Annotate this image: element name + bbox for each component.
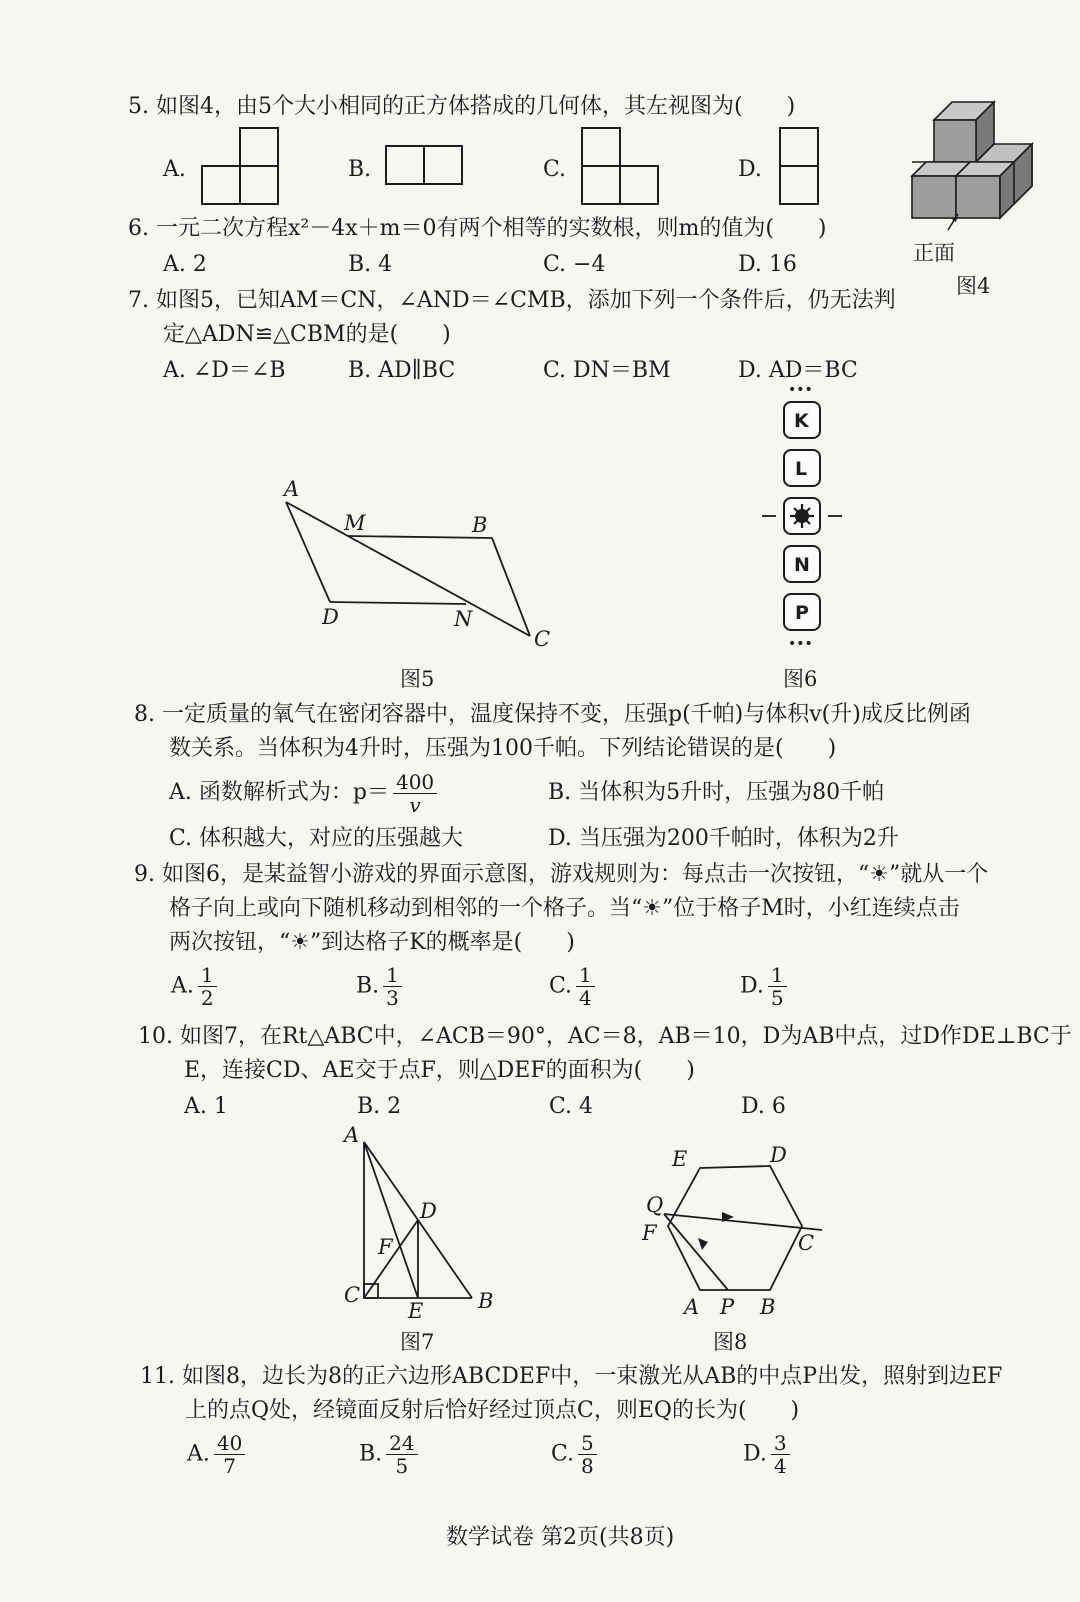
fig6-caption: 图6	[783, 667, 818, 691]
q6-option-c[interactable]: C. −4	[543, 252, 606, 277]
fig5-diagram	[278, 477, 578, 651]
q6-stem: 6. 一元二次方程x²－4x＋m＝0有两个相等的实数根，则m的值为( )	[128, 216, 827, 241]
q11-option-d[interactable]	[743, 1432, 790, 1477]
fig6-game-interface	[754, 382, 874, 652]
q11-option-a-label: A.	[187, 1441, 210, 1467]
q5-option-a-label[interactable]: A.	[163, 157, 186, 182]
fig4-front-label: 正面	[913, 241, 955, 265]
q11-option-a-denominator: 7	[223, 1454, 236, 1478]
q11-option-b-label: B.	[359, 1441, 383, 1467]
fig7-point-c: C	[344, 1283, 361, 1307]
q9-option-c-label: C.	[549, 973, 573, 999]
q10-stem-line1: 10. 如图7，在Rt△ABC中，∠ACB＝90°，AC＝8，AB＝10，D为AB中点，过D作DE⊥BC于	[138, 1024, 1072, 1049]
q8-fraction-denominator: v	[409, 792, 421, 817]
fig8-point-d: D	[770, 1143, 787, 1167]
fig7-triangle	[338, 1122, 508, 1322]
fig7-point-e: E	[408, 1299, 424, 1323]
q8-option-a-prefix: A. 函数解析式为：p＝	[169, 780, 389, 805]
q9-option-b-numerator: 1	[383, 964, 402, 987]
q9-option-d[interactable]	[740, 964, 787, 1009]
fig6-button-l: L	[795, 458, 808, 480]
fig4-cubes	[912, 92, 1042, 232]
q9-stem-line1: 9. 如图6，是某益智小游戏的界面示意图，游戏规则为：每点击一次按钮，“☀”就从一个	[134, 862, 989, 887]
q11-option-a[interactable]	[187, 1432, 245, 1477]
q5-stem: 5. 如图4，由5个大小相同的正方体搭成的几何体，其左视图为( )	[128, 94, 796, 119]
q5-option-b-figure[interactable]	[386, 146, 466, 188]
q11-option-c-denominator: 8	[581, 1454, 594, 1478]
q11-option-d-label: D.	[743, 1441, 767, 1467]
fig5-point-n: N	[454, 607, 473, 631]
fig7-point-f: F	[378, 1235, 393, 1259]
q9-option-c-denominator: 4	[579, 986, 592, 1010]
fig8-point-c: C	[798, 1231, 815, 1255]
q8-option-a-fraction	[393, 771, 437, 816]
fig7-point-a: A	[344, 1123, 360, 1147]
fig8-point-f: F	[642, 1221, 657, 1245]
fig6-dots-top: •••	[788, 382, 813, 398]
q10-option-c[interactable]: C. 4	[549, 1094, 594, 1119]
q11-option-d-denominator: 4	[773, 1454, 787, 1478]
fig8-caption: 图8	[713, 1330, 748, 1354]
q5-option-c-figure[interactable]	[582, 128, 662, 208]
q9-option-a[interactable]	[171, 964, 217, 1009]
q11-option-d-numerator: 3	[771, 1432, 790, 1455]
q6-option-a[interactable]: A. 2	[163, 252, 207, 277]
q9-option-b[interactable]	[356, 964, 402, 1009]
fig5-point-a: A	[284, 477, 300, 501]
fig6-button-n: N	[794, 554, 810, 576]
q8-option-a[interactable]	[169, 768, 437, 818]
fig8-hexagon	[638, 1142, 838, 1322]
fig4-caption: 图4	[956, 274, 991, 298]
q9-option-b-label: B.	[356, 973, 380, 999]
q11-stem-line2: 上的点Q处，经镜面反射后恰好经过顶点C，则EQ的长为( )	[185, 1398, 800, 1423]
q11-stem-line1: 11. 如图8，边长为8的正六边形ABCDEF中，一束激光从AB的中点P出发，照射到边EF	[140, 1364, 1003, 1389]
fig7-caption: 图7	[400, 1330, 435, 1354]
q8-stem-line1: 8. 一定质量的氧气在密闭容器中，温度保持不变，压强p(千帕)与体积v(升)成反比例函	[134, 702, 971, 727]
q5-option-b-label[interactable]: B.	[348, 157, 372, 182]
q9-option-a-numerator: 1	[198, 964, 217, 987]
fig5-caption: 图5	[400, 667, 435, 691]
fig8-point-e: E	[672, 1147, 688, 1171]
q5-option-a-figure[interactable]	[202, 128, 282, 208]
q10-option-b[interactable]: B. 2	[357, 1094, 402, 1119]
q11-option-b-denominator: 5	[395, 1454, 409, 1478]
fig8-point-q: Q	[646, 1193, 664, 1217]
fig6-button-p: P	[795, 602, 809, 624]
q5-option-c-label[interactable]: C.	[543, 157, 567, 182]
q11-option-b-numerator: 24	[386, 1432, 417, 1455]
q10-stem-line2: E，连接CD、AE交于点F，则△DEF的面积为( )	[184, 1058, 695, 1083]
q6-option-b[interactable]: B. 4	[348, 252, 393, 277]
q9-option-d-numerator: 1	[768, 964, 787, 987]
q8-option-d[interactable]: D. 当压强为200千帕时，体积为2升	[548, 826, 899, 851]
q9-stem-line2: 格子向上或向下随机移动到相邻的一个格子。当“☀”位于格子M时，小红连续点击	[169, 896, 960, 921]
fig5-point-m: M	[344, 511, 366, 535]
q11-option-a-numerator: 40	[214, 1432, 245, 1455]
q11-option-c[interactable]	[551, 1432, 597, 1477]
q9-option-b-denominator: 3	[386, 986, 399, 1010]
q9-option-a-denominator: 2	[200, 986, 214, 1010]
fig8-point-a: A	[684, 1295, 700, 1319]
q11-option-c-numerator: 5	[578, 1432, 597, 1455]
q9-stem-line3: 两次按钮，“☀”到达格子K的概率是( )	[169, 930, 575, 955]
q8-option-c[interactable]: C. 体积越大，对应的压强越大	[169, 826, 464, 851]
q6-option-d[interactable]: D. 16	[738, 252, 797, 277]
fig5-point-d: D	[322, 605, 339, 629]
q7-option-c[interactable]: C. DN＝BM	[543, 358, 671, 383]
fig8-point-b: B	[760, 1295, 776, 1319]
fig8-point-p: P	[720, 1295, 735, 1319]
fig6-dots-bottom: •••	[788, 636, 813, 652]
q7-stem-line1: 7. 如图5，已知AM＝CN，∠AND＝∠CMB，添加下列一个条件后，仍无法判	[128, 288, 896, 313]
q8-fraction-numerator: 400	[393, 771, 437, 794]
q5-option-d-label[interactable]: D.	[738, 157, 762, 182]
q10-option-d[interactable]: D. 6	[741, 1094, 786, 1119]
q8-option-b[interactable]: B. 当体积为5升时，压强为80千帕	[548, 780, 885, 805]
page-footer: 数学试卷 第2页(共8页)	[446, 1525, 675, 1550]
fig7-point-b: B	[478, 1289, 494, 1313]
q7-stem-line2: 定△ADN≌△CBM的是( )	[163, 322, 451, 347]
fig6-button-k: K	[794, 410, 809, 432]
q8-stem-line2: 数关系。当体积为4升时，压强为100千帕。下列结论错误的是( )	[169, 736, 837, 761]
fig7-point-d: D	[420, 1199, 437, 1223]
q5-option-d-figure[interactable]	[780, 128, 822, 208]
q9-option-d-label: D.	[740, 973, 764, 999]
q11-option-c-label: C.	[551, 1441, 575, 1467]
q9-option-c[interactable]	[549, 964, 595, 1009]
q7-option-d[interactable]: D. AD＝BC	[738, 358, 858, 383]
fig5-point-b: B	[472, 513, 488, 537]
q7-option-b[interactable]: B. AD∥BC	[348, 358, 456, 383]
q9-option-d-denominator: 5	[770, 986, 784, 1010]
q11-option-b[interactable]	[359, 1432, 418, 1477]
q10-option-a[interactable]: A. 1	[184, 1094, 228, 1119]
q7-option-a[interactable]: A. ∠D＝∠B	[163, 358, 286, 383]
q9-option-a-label: A.	[171, 973, 194, 999]
fig5-point-c: C	[534, 627, 551, 651]
q9-option-c-numerator: 1	[576, 964, 595, 987]
